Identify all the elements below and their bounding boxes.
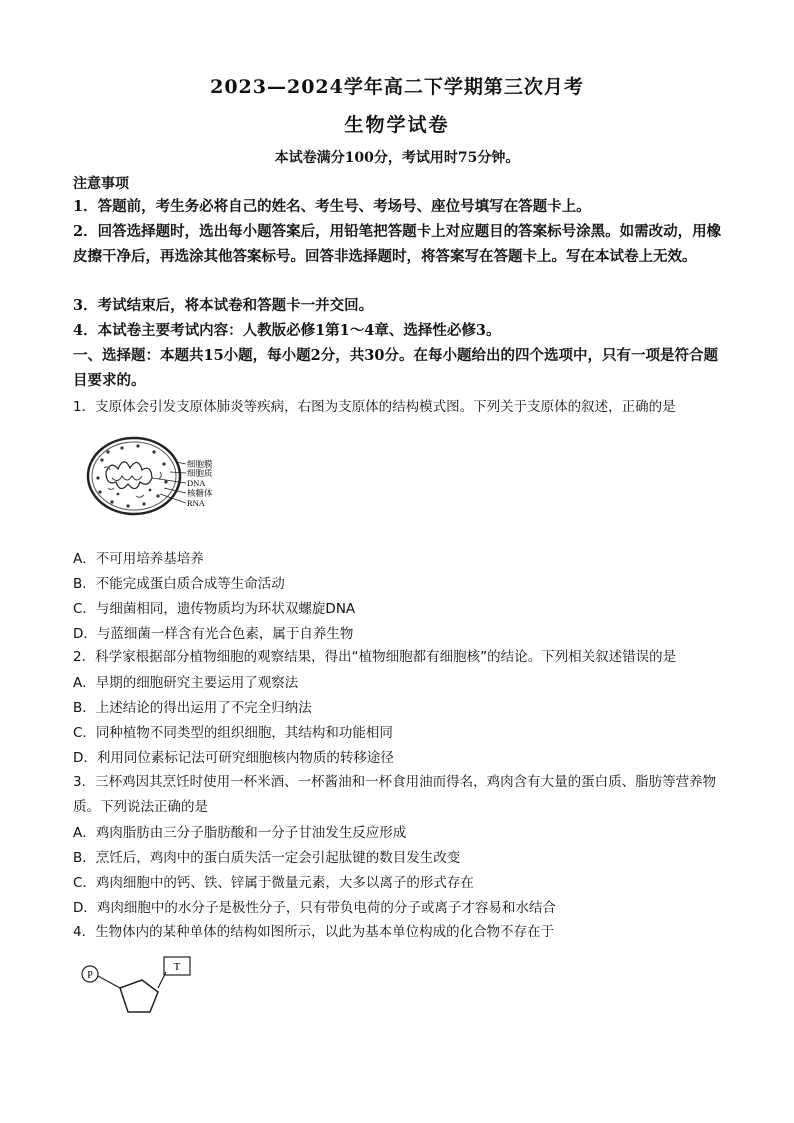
phosphate-label: P bbox=[87, 970, 93, 981]
cell-membrane-inner bbox=[92, 442, 176, 510]
mycoplasma-structure-figure bbox=[78, 432, 228, 522]
question-1-option-b: B．不能完成蛋白质合成等生命活动 bbox=[73, 576, 285, 592]
question-1-option-d: D．与蓝细菌一样含有光合色素，属于自养生物 bbox=[73, 626, 354, 642]
notice-item-2: 2．回答选择题时，选出每小题答案后，用铅笔把答题卡上对应题目的答案标号涂黑。如需改动，用橡皮擦干净后，再选涂其他答案标号。回答非选择题时，将答案写在答题卡上。写在本试卷上无效。 bbox=[73, 223, 722, 265]
notice-heading: 注意事项 bbox=[73, 176, 129, 192]
question-1-option-c: C．与细菌相同，遗传物质均为环状双螺旋DNA bbox=[73, 601, 356, 617]
question-1-stem: 1．支原体会引发支原体肺炎等疾病，右图为支原体的结构模式图。下列关于支原体的叙述，正确的是 bbox=[73, 399, 676, 415]
cell-membrane-outline bbox=[88, 438, 180, 514]
dna-coil bbox=[112, 476, 142, 481]
question-2-stem: 2．科学家根据部分植物细胞的观察结果，得出“植物细胞都有细胞核”的结论。下列相关叙述错误的是 bbox=[73, 649, 677, 665]
label-ribosome: 核糖体 bbox=[187, 488, 213, 498]
rna-strands bbox=[104, 467, 161, 497]
pentose-ring bbox=[120, 980, 158, 1012]
phosphate-bond bbox=[98, 976, 120, 988]
section1-heading: 一、选择题：本题共15小题，每小题2分，共30分。在每小题给出的四个选项中，只有一项是符合题目要求的。 bbox=[73, 347, 718, 389]
notice-item-4: 4．本试卷主要考试内容：人教版必修1第1～4章、选择性必修3。 bbox=[73, 322, 501, 339]
question-4-stem: 4．生物体内的某种单体的结构如图所示，以此为基本单位构成的化合物不存在于 bbox=[73, 924, 555, 940]
question-2-option-a: A．早期的细胞研究主要运用了观察法 bbox=[73, 675, 299, 691]
notice-item-3: 3．考试结束后，将本试卷和答题卡一并交回。 bbox=[73, 297, 374, 314]
question-3-option-b: B．烹饪后，鸡肉中的蛋白质失活一定会引起肽键的数目发生改变 bbox=[73, 850, 461, 866]
base-label: T bbox=[173, 961, 181, 973]
exam-subject: 生物学试卷 bbox=[344, 114, 450, 136]
dna-nucleoid-region bbox=[106, 462, 152, 489]
label-cell-membrane: 细胞膜 bbox=[187, 459, 213, 469]
label-dna: DNA bbox=[187, 478, 206, 488]
question-1-option-a: A．不可用培养基培养 bbox=[73, 551, 204, 567]
question-3-option-d: D．鸡肉细胞中的水分子是极性分子，只有带负电荷的分子或离子才容易和水结合 bbox=[73, 900, 556, 916]
question-3-option-a: A．鸡肉脂肪由三分子脂肪酸和一分子甘油发生反应形成 bbox=[73, 825, 407, 841]
question-3-option-c: C．鸡肉细胞中的钙、铁、锌属于微量元素，大多以离子的形式存在 bbox=[73, 875, 474, 891]
label-cytoplasm: 细胞质 bbox=[187, 468, 213, 478]
score-info: 本试卷满分100分，考试用时75分钟。 bbox=[274, 150, 520, 166]
label-rna: RNA bbox=[187, 498, 205, 508]
question-2-option-c: C．同种植物不同类型的组织细胞，其结构和功能相同 bbox=[73, 725, 393, 741]
exam-title: 2023—2024学年高二下学期第三次月考 bbox=[210, 76, 584, 98]
notice-item-1: 1．答题前，考生务必将自己的姓名、考生号、考场号、座位号填写在答题卡上。 bbox=[73, 198, 591, 215]
question-3-stem: 3．三杯鸡因其烹饪时使用一杯米酒、一杯酱油和一杯食用油而得名，鸡肉含有大量的蛋白质、脂肪等营养物质。下列说法正确的是 bbox=[73, 774, 717, 815]
question-2-option-d: D．利用同位素标记法可研究细胞核内物质的转移途径 bbox=[73, 750, 394, 766]
nucleotide-monomer-figure bbox=[74, 950, 204, 1022]
question-2-option-b: B．上述结论的得出运用了不完全归纳法 bbox=[73, 700, 312, 716]
